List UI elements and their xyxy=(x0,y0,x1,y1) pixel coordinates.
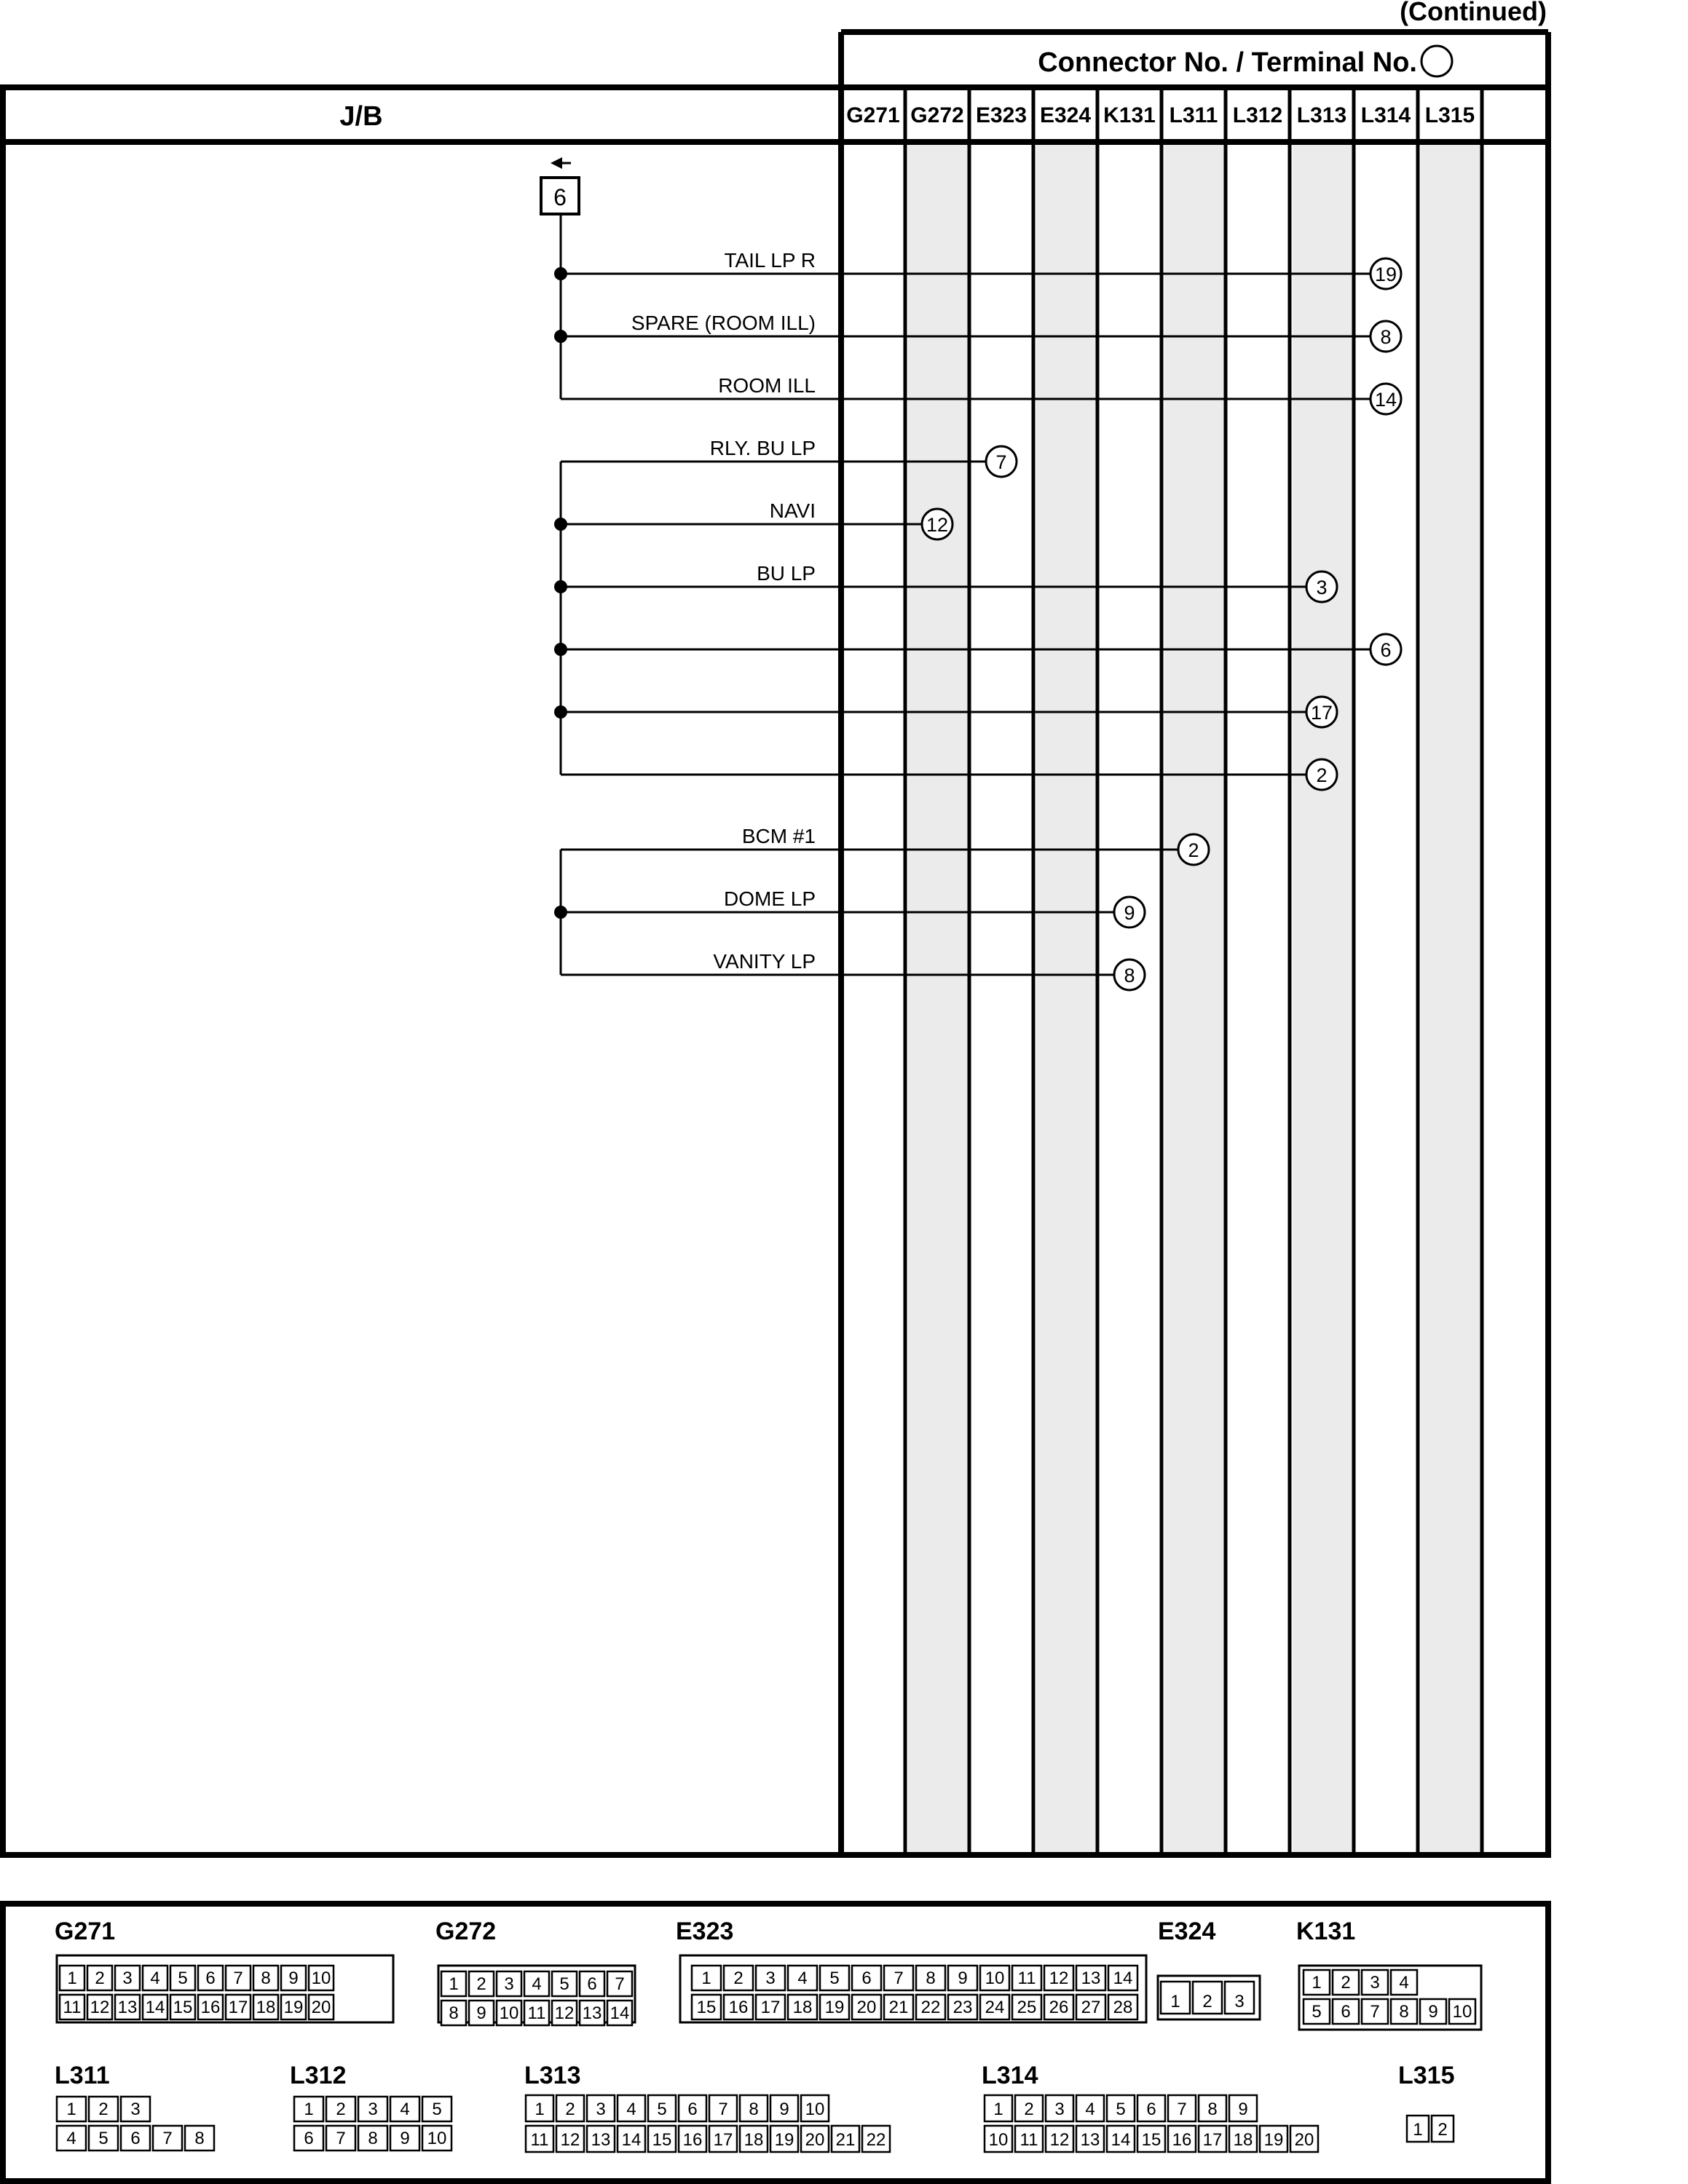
connector-face-g271 xyxy=(55,1918,393,2022)
connector-pin-number: 7 xyxy=(615,1974,625,1994)
connector-pin-number: 6 xyxy=(687,2100,698,2119)
connector-pin-number: 10 xyxy=(427,2129,447,2148)
connector-pin-number: 8 xyxy=(194,2129,205,2148)
terminal-circle-icon xyxy=(1421,46,1452,76)
column-shade-g272 xyxy=(908,145,969,1852)
connector-pin-number: 5 xyxy=(1116,2100,1126,2119)
connector-pin-number: 2 xyxy=(98,2100,109,2119)
connector-pin-number: 5 xyxy=(1312,2002,1322,2022)
connector-pin-number: 20 xyxy=(1294,2130,1314,2150)
connector-pin-number: 1 xyxy=(535,2100,545,2119)
connector-pin-number: 22 xyxy=(920,1998,941,2017)
connector-pin-number: 6 xyxy=(587,1974,597,1994)
column-header-k131: K131 xyxy=(1103,103,1156,127)
connector-pin-number: 2 xyxy=(1024,2100,1034,2119)
column-shade-l313 xyxy=(1293,145,1354,1852)
column-header-l314: L314 xyxy=(1360,103,1411,127)
connector-pin-number: 6 xyxy=(205,1969,216,1988)
terminal-number: 17 xyxy=(1310,702,1333,724)
connector-pin-number: 13 xyxy=(591,2130,611,2150)
connector-pin-number: 9 xyxy=(476,2003,486,2023)
connector-pin-number: 1 xyxy=(66,2100,76,2119)
connector-face-k131 xyxy=(1296,1918,1481,2030)
connector-pin-number: 4 xyxy=(150,1969,160,1988)
connector-pin-number: 11 xyxy=(1019,2130,1038,2150)
connector-pin-number: 1 xyxy=(67,1969,77,1988)
column-shade-l311 xyxy=(1164,145,1226,1852)
connector-pin-number: 19 xyxy=(1263,2130,1284,2150)
circuit-label: ROOM ILL xyxy=(718,374,816,397)
connector-pin-number: 11 xyxy=(527,2003,546,2023)
connector-pin-number: 2 xyxy=(1202,1992,1212,2011)
connector-pin-number: 4 xyxy=(797,1969,808,1988)
connector-pin-number: 23 xyxy=(953,1998,973,2017)
connector-pin-number: 7 xyxy=(894,1969,904,1988)
connector-pin-number: 3 xyxy=(122,1969,133,1988)
connector-pin-number: 20 xyxy=(856,1998,877,2017)
connector-pin-number: 2 xyxy=(336,2100,346,2119)
connector-pin-number: 9 xyxy=(958,1969,968,1988)
connector-pin-number: 5 xyxy=(829,1969,840,1988)
circuit-label: BU LP xyxy=(757,562,816,585)
connector-pin-number: 28 xyxy=(1113,1998,1133,2017)
connector-face-name: G271 xyxy=(55,1918,116,1945)
connector-pin-number: 21 xyxy=(888,1998,909,2017)
connector-pin-number: 17 xyxy=(1202,2130,1223,2150)
circuit-label: TAIL LP R xyxy=(724,249,816,272)
connector-face-l311 xyxy=(55,2062,214,2151)
column-header-e324: E324 xyxy=(1039,103,1092,127)
column-header-l315: L315 xyxy=(1424,103,1475,127)
circuit-label: DOME LP xyxy=(723,887,816,910)
jb-header: J/B xyxy=(339,101,383,132)
connector-pin-number: 15 xyxy=(1141,2130,1162,2150)
connector-pin-number: 18 xyxy=(744,2130,764,2150)
connector-pin-number: 8 xyxy=(368,2129,378,2148)
connector-pin-number: 12 xyxy=(560,2130,580,2150)
connector-pin-number: 3 xyxy=(596,2100,606,2119)
connector-pin-number: 1 xyxy=(304,2100,314,2119)
connector-face-l312 xyxy=(290,2062,451,2151)
connector-pin-number: 3 xyxy=(1370,1973,1380,1993)
connector-pin-number: 7 xyxy=(718,2100,728,2119)
connector-pin-number: 15 xyxy=(652,2130,672,2150)
connector-pin-number: 24 xyxy=(985,1998,1005,2017)
connector-pin-number: 15 xyxy=(173,1998,193,2017)
connector-pin-number: 13 xyxy=(1081,1969,1101,1988)
connector-pin-number: 1 xyxy=(1312,1973,1322,1993)
connector-pin-number: 9 xyxy=(1428,2002,1438,2022)
connector-face-e324 xyxy=(1158,1918,1260,2019)
connector-pin-number: 12 xyxy=(90,1998,110,2017)
connector-pin-number: 2 xyxy=(95,1969,105,1988)
connector-pin-number: 4 xyxy=(1085,2100,1095,2119)
terminal-number: 2 xyxy=(1316,764,1328,786)
column-header-g272: G272 xyxy=(910,103,964,127)
connector-pin-number: 2 xyxy=(733,1969,744,1988)
connector-pin-number: 14 xyxy=(1111,2130,1131,2150)
connector-pin-number: 10 xyxy=(1452,2002,1472,2022)
connector-pin-number: 18 xyxy=(256,1998,276,2017)
connector-pin-number: 11 xyxy=(1017,1969,1036,1988)
connector-pin-number: 16 xyxy=(1172,2130,1192,2150)
connector-pin-number: 14 xyxy=(145,1998,165,2017)
connector-pin-number: 19 xyxy=(824,1998,845,2017)
terminal-number: 2 xyxy=(1188,839,1199,861)
circuit-label: BCM #1 xyxy=(741,825,816,847)
connector-pin-number: 3 xyxy=(368,2100,378,2119)
column-shade-e324 xyxy=(1036,145,1097,1852)
connector-pin-number: 14 xyxy=(610,2003,630,2023)
connector-face-e323 xyxy=(676,1918,1146,2022)
connector-face-name: L314 xyxy=(982,2062,1038,2089)
circuit-label: NAVI xyxy=(769,499,816,522)
connector-pin-number: 1 xyxy=(1170,1992,1180,2011)
column-header-g271: G271 xyxy=(846,103,900,127)
connector-pin-number: 8 xyxy=(749,2100,759,2119)
connector-face-l314 xyxy=(982,2062,1318,2152)
connector-pin-number: 16 xyxy=(682,2130,703,2150)
connector-pin-number: 14 xyxy=(621,2130,642,2150)
connector-pin-number: 17 xyxy=(228,1998,248,2017)
connector-pin-number: 14 xyxy=(1113,1969,1133,1988)
connector-pin-number: 6 xyxy=(861,1969,872,1988)
connector-face-l313 xyxy=(524,2062,890,2152)
connector-face-name: L312 xyxy=(290,2062,347,2089)
connector-pin-number: 12 xyxy=(1049,2130,1070,2150)
connector-pin-number: 5 xyxy=(178,1969,188,1988)
connector-pin-number: 2 xyxy=(1437,2120,1448,2140)
connector-pin-number: 11 xyxy=(530,2130,549,2150)
connector-pin-number: 3 xyxy=(765,1969,776,1988)
connector-pin-number: 3 xyxy=(1054,2100,1065,2119)
connector-pin-number: 4 xyxy=(66,2129,76,2148)
connector-pin-number: 13 xyxy=(1080,2130,1100,2150)
connector-pin-number: 2 xyxy=(476,1974,486,1994)
terminal-number: 19 xyxy=(1374,264,1397,285)
connector-pin-number: 8 xyxy=(1207,2100,1218,2119)
connector-pin-number: 8 xyxy=(449,2003,459,2023)
column-header-l311: L311 xyxy=(1169,103,1218,127)
connector-pin-number: 25 xyxy=(1017,1998,1037,2017)
jb-terminal-number: 6 xyxy=(553,184,567,210)
connector-pin-number: 1 xyxy=(993,2100,1003,2119)
connector-pin-number: 4 xyxy=(532,1974,542,1994)
terminal-number: 8 xyxy=(1380,326,1392,348)
connector-pin-number: 3 xyxy=(504,1974,514,1994)
connector-face-name: E323 xyxy=(676,1918,734,1945)
connector-pin-number: 7 xyxy=(233,1969,243,1988)
terminal-number: 9 xyxy=(1124,902,1135,924)
connector-pin-number: 3 xyxy=(130,2100,141,2119)
connector-pin-number: 6 xyxy=(1146,2100,1156,2119)
connector-pin-number: 17 xyxy=(713,2130,733,2150)
connector-pin-number: 7 xyxy=(162,2129,173,2148)
connector-pin-number: 8 xyxy=(1399,2002,1409,2022)
connector-pin-number: 8 xyxy=(926,1969,936,1988)
terminal-number: 7 xyxy=(995,451,1007,473)
connector-pin-number: 8 xyxy=(261,1969,271,1988)
connector-pin-number: 1 xyxy=(701,1969,711,1988)
connector-pin-number: 17 xyxy=(760,1998,781,2017)
connector-pin-number: 4 xyxy=(626,2100,636,2119)
terminal-number: 6 xyxy=(1380,639,1392,661)
connector-pin-number: 9 xyxy=(1238,2100,1248,2119)
connector-pin-number: 10 xyxy=(311,1969,331,1988)
connector-face-name: L315 xyxy=(1398,2062,1455,2089)
connector-pin-number: 7 xyxy=(1370,2002,1380,2022)
connector-pin-number: 21 xyxy=(835,2130,856,2150)
connector-pin-number: 13 xyxy=(117,1998,138,2017)
terminal-number: 14 xyxy=(1374,389,1397,411)
connector-pin-number: 9 xyxy=(288,1969,299,1988)
column-header-l313: L313 xyxy=(1296,103,1347,127)
column-header-l312: L312 xyxy=(1232,103,1283,127)
circuit-label: VANITY LP xyxy=(713,950,816,973)
connector-pin-number: 1 xyxy=(449,1974,459,1994)
circuit-label: SPARE (ROOM ILL) xyxy=(631,312,816,334)
connector-pin-number: 7 xyxy=(336,2129,346,2148)
connector-pin-number: 18 xyxy=(1233,2130,1253,2150)
connector-pin-number: 10 xyxy=(499,2003,519,2023)
connector-face-name: E324 xyxy=(1158,1918,1216,1945)
connector-pin-number: 10 xyxy=(985,1969,1005,1988)
terminal-number: 12 xyxy=(926,514,949,536)
connector-pin-number: 19 xyxy=(283,1998,304,2017)
connector-pin-number: 12 xyxy=(554,2003,575,2023)
connector-face-name: K131 xyxy=(1296,1918,1356,1945)
connector-pin-number: 5 xyxy=(432,2100,442,2119)
connector-face-l315 xyxy=(1398,2062,1455,2142)
connector-pin-number: 4 xyxy=(1399,1973,1409,1993)
connector-pin-number: 9 xyxy=(779,2100,789,2119)
connector-pin-number: 9 xyxy=(400,2129,410,2148)
connector-pin-number: 5 xyxy=(98,2129,109,2148)
connector-pin-number: 11 xyxy=(63,1998,82,2017)
connector-pin-number: 3 xyxy=(1234,1992,1245,2011)
connector-pin-number: 27 xyxy=(1081,1998,1101,2017)
circuit-label: RLY. BU LP xyxy=(709,437,816,459)
connector-face-name: G272 xyxy=(435,1918,497,1945)
connector-pin-number: 16 xyxy=(728,1998,749,2017)
connector-pin-number: 6 xyxy=(304,2129,314,2148)
connector-pin-number: 6 xyxy=(1341,2002,1351,2022)
continued-note: (Continued) xyxy=(1400,0,1547,26)
connector-terminal-title: Connector No. / Terminal No. xyxy=(1038,47,1417,78)
connector-face-name: L311 xyxy=(55,2062,110,2089)
column-header-e323: E323 xyxy=(975,103,1028,127)
connector-pin-number: 10 xyxy=(805,2100,825,2119)
connector-pin-number: 4 xyxy=(400,2100,410,2119)
left-arrow-icon xyxy=(551,157,562,169)
connector-pin-number: 20 xyxy=(311,1998,331,2017)
connector-face-g272 xyxy=(435,1918,635,2025)
connector-pin-number: 2 xyxy=(565,2100,575,2119)
connector-pin-number: 5 xyxy=(559,1974,569,1994)
terminal-number: 8 xyxy=(1124,965,1135,986)
connector-pin-number: 13 xyxy=(582,2003,602,2023)
connector-pin-number: 6 xyxy=(130,2129,141,2148)
connector-pin-number: 15 xyxy=(696,1998,717,2017)
connector-pin-number: 20 xyxy=(805,2130,825,2150)
connector-face-name: L313 xyxy=(524,2062,581,2089)
connector-pin-number: 26 xyxy=(1049,1998,1069,2017)
column-shade-l315 xyxy=(1421,145,1482,1852)
connector-pin-number: 22 xyxy=(866,2130,886,2150)
connector-pin-number: 19 xyxy=(774,2130,794,2150)
connector-pin-number: 16 xyxy=(200,1998,221,2017)
connector-pin-number: 7 xyxy=(1177,2100,1187,2119)
connector-pin-number: 2 xyxy=(1341,1973,1351,1993)
connector-pin-number: 18 xyxy=(792,1998,813,2017)
connector-pin-number: 1 xyxy=(1413,2120,1423,2140)
connector-pin-number: 5 xyxy=(657,2100,667,2119)
connector-pin-number: 12 xyxy=(1049,1969,1069,1988)
connector-pin-number: 10 xyxy=(988,2130,1009,2150)
connector-faces-panel xyxy=(3,1904,1548,2181)
terminal-number: 3 xyxy=(1316,577,1328,598)
